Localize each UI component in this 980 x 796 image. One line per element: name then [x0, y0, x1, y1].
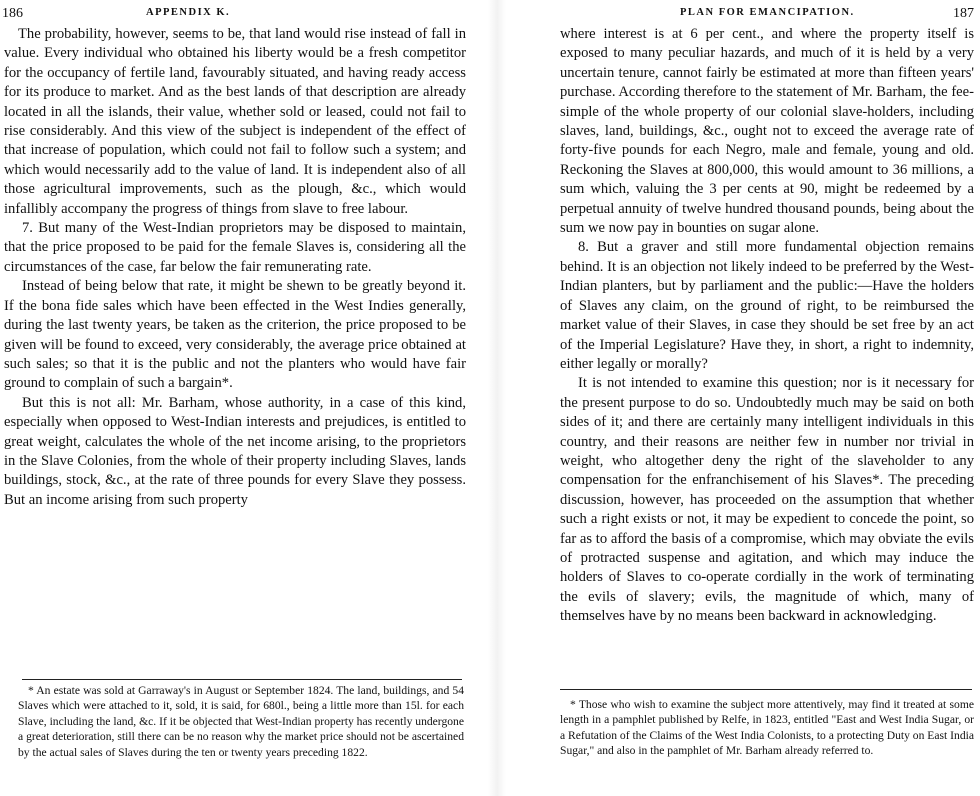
right-footnote-rule	[560, 689, 972, 690]
left-page-body	[4, 25, 466, 510]
right-page-body	[560, 25, 974, 627]
right-page-number: 187	[953, 6, 974, 21]
left-footnote-rule	[22, 679, 462, 680]
right-paragraph-2: 8. But a graver and still more fundamental objection remains behind. It is an objection not likely indeed to be preferred by the West-Indian planters, but by parliament and the public:—Have the holders of Slaves any claim, on the ground of right, to be reimbursed the market value of their Slaves, in case they should be set free by an act of the Imperial Legislature? Have they, in short, a right to indemnity, either legally or morally?	[560, 239, 974, 372]
left-footnote	[18, 683, 464, 760]
right-page-header	[514, 6, 976, 22]
left-footnote-text: * An estate was sold at Garraway's in August or September 1824. The land, buildings, and 54 Slaves which were attached to it, sold, it is said, for 680l., being a little more than 15l. for each Slave, including the land, &c. If it be objected that West-Indian property has recently undergone a great deterioration, still there can be no reason why the market price should not be ascertained by the actual sales of Slaves during the ten or twenty years preceding 1822.	[18, 684, 464, 759]
left-paragraph-4: But this is not all: Mr. Barham, whose authority, in a case of this kind, especially when opposed to West-Indian interests and prejudices, is entitled to great weight, calculates the whole of the net income arising, to the proprietors in the Slave Colonies, from the whole of their property including Slaves, lands buildings, stock, &c., at the rate of three pounds for every Slave they possess. But an income arising from such property	[4, 394, 466, 508]
right-footnote	[560, 697, 974, 759]
right-paragraph-1: where interest is at 6 per cent., and where the property itself is exposed to many peculiar hazards, and much of it is held by a very uncertain tenure, cannot fairly be estimated at more than fifteen years' purchase. According therefore to the statement of Mr. Barham, the fee-simple of the whole property of our colonial slave-holders, including slaves, land, buildings, &c., ought not to exceed the average rate of forty-five pounds for each Negro, male and female, young and old. Reckoning the Slaves at 800,000, this would amount to 36 millions, a sum which, valuing the 3 per cents at 90, might be redeemed by a perpetual annuity of twelve hundred thousand pounds, being about the sum we now pay in bounties on sugar alone.	[560, 26, 974, 237]
left-page	[0, 0, 470, 796]
left-page-number: 186	[2, 6, 23, 21]
right-page	[514, 0, 976, 796]
left-paragraph-2: 7. But many of the West-Indian proprietors may be disposed to maintain, that the price proposed to be paid for the female Slaves is, considering all the circumstances of the case, far below the fair remunerating rate.	[4, 220, 466, 275]
right-paragraph-3: It is not intended to examine this question; nor is it necessary for the present purpose to do so. Undoubtedly much may be said on both sides of it; and there are certainly many intelligent individuals in this country, and their reasons are neither few in number nor trivial in weight, who altogether deny the right of the slaveholder to any compensation for the enfranchisement of his Slaves*. The preceding discussion, however, has proceeded on the assumption that whether such a right exists or not, it may be expedient to concede the point, so far as to afford the basis of a compromise, which may obviate the evils of protracted suspense and agitation, and which may induce the holders of Slaves to co-operate cordially in the work of terminating the evils of slavery; evils, the magnitude of which, many of themselves have by no means been backward in acknowledging.	[560, 375, 974, 625]
right-running-head: PLAN FOR EMANCIPATION.	[680, 7, 855, 18]
book-gutter	[488, 0, 506, 796]
left-running-head: APPENDIX K.	[146, 7, 231, 18]
right-footnote-text: * Those who wish to examine the subject more attentively, may find it treated at some length in a pamphlet published by Relfe, in 1823, entitled "East and West India Sugar, or a Refutation of the Claims of the West India Colonists, to a protecting Duty on East India Sugar," and also in the pamphlet of Mr. Barham already referred to.	[560, 698, 974, 758]
left-paragraph-3: Instead of being below that rate, it might be shewn to be greatly beyond it. If the bona fide sales which have been effected in the West Indies generally, during the last twenty years, be taken as the criterion, the price proposed to be given will be found to exceed, very considerably, the average price obtained at such sales; so that it is the public and not the planters who would have fair ground to complain of such a bargain*.	[4, 278, 466, 392]
left-paragraph-1: The probability, however, seems to be, that land would rise instead of fall in value. Every individual who obtained his liberty would be a fresh competitor for the occupancy of fertile land, favourably situated, and having ready access for its produce to market. And as the best lands of that description are already located in all the islands, their value, whether sold or leased, could not fail to rise considerably. And this view of the subject is independent of the effect of that increase of population, which could not fail to follow such a system; and which would necessarily add to the value of land. It is independent also of all those agricultural improvements, such as the plough, &c., which would infallibly accompany the progress of things from slave to free labour.	[4, 26, 466, 217]
left-page-header	[0, 6, 470, 22]
